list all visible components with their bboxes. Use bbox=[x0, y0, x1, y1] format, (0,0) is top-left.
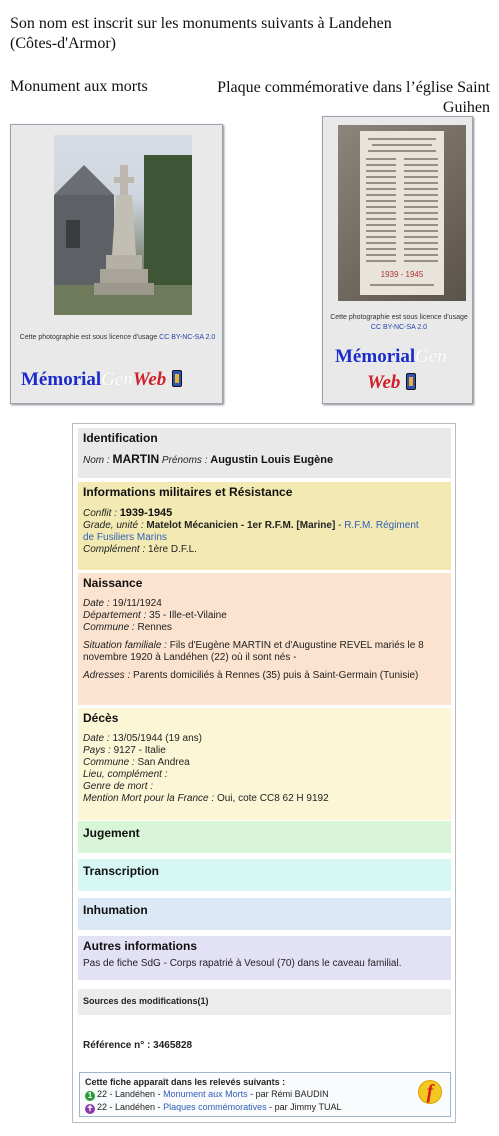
logo-memorial-text: Mémorial bbox=[335, 346, 416, 367]
deces-commune-label: Commune : bbox=[83, 757, 138, 768]
section-sources[interactable] bbox=[78, 989, 451, 1015]
section-naissance bbox=[78, 573, 451, 705]
lieu-label: Lieu, complément : bbox=[83, 769, 168, 780]
releves-heading: Cette fiche apparaît dans les relevés suivants : bbox=[85, 1077, 286, 1087]
pays-label: Pays : bbox=[83, 745, 114, 756]
logo-web-text: Web bbox=[367, 372, 401, 393]
license-text: Cette photographie est sous licence d'usage bbox=[19, 334, 160, 341]
prenoms-label: Prénoms : bbox=[159, 455, 211, 466]
grade-value: Matelot Mécanicien - 1er R.F.M. [Marine] bbox=[146, 520, 336, 531]
deces-heading: Décès bbox=[83, 711, 119, 725]
genre-label: Genre de mort : bbox=[83, 781, 154, 792]
situation-value: Fils d'Eugène MARTIN et d'Augustine REVEL mariés le 8 bbox=[169, 640, 424, 651]
section-autres-informations bbox=[78, 936, 451, 980]
number-badge-icon: 1 bbox=[85, 1091, 95, 1101]
section-militaire bbox=[78, 482, 451, 570]
naissance-commune-label: Commune : bbox=[83, 622, 138, 633]
releve-link-plaques[interactable]: Plaques commémoratives bbox=[163, 1102, 267, 1112]
unite-link[interactable]: R.F.M. Régiment bbox=[344, 520, 419, 531]
monument-license bbox=[13, 333, 222, 343]
plaque-years: 1939 - 1945 bbox=[380, 270, 424, 279]
naissance-commune: Rennes bbox=[137, 622, 172, 633]
adresses-value: Parents domiciliés à Rennes (35) puis à Saint-Germain (Tunisie) bbox=[133, 670, 419, 681]
adresses-label: Adresses : bbox=[83, 670, 134, 681]
reference-label: Référence n° : bbox=[83, 1040, 154, 1051]
logo-gen-text: Gen bbox=[415, 346, 447, 367]
sources-heading: Sources des modifications(1) bbox=[83, 996, 209, 1006]
militaire-heading: Informations militaires et Résistance bbox=[83, 485, 293, 499]
mention-value: Oui, cote CC8 62 H 9192 bbox=[216, 793, 329, 804]
transcription-heading: Transcription bbox=[83, 864, 160, 878]
memorialgenweb-logo[interactable] bbox=[21, 369, 182, 391]
inhumation-heading: Inhumation bbox=[83, 903, 148, 917]
logo-gen-text: Gen bbox=[101, 369, 133, 390]
naissance-heading: Naissance bbox=[83, 576, 143, 590]
nom-value: MARTIN bbox=[112, 452, 160, 466]
identification-heading: Identification bbox=[83, 431, 158, 445]
logo-memorial-text: Mémorial bbox=[21, 369, 102, 390]
pays-value: 9127 - Italie bbox=[113, 745, 166, 756]
naissance-date-label: Date : bbox=[83, 598, 113, 609]
jugement-heading: Jugement bbox=[83, 826, 140, 840]
departement-value: 35 - Ille-et-Vilaine bbox=[149, 610, 227, 621]
section-identification bbox=[78, 428, 451, 478]
cross-badge-icon: ✝ bbox=[86, 1104, 94, 1113]
monument-photo-card[interactable] bbox=[10, 124, 223, 404]
grade-separator: - bbox=[335, 520, 345, 531]
section-inhumation[interactable] bbox=[78, 898, 451, 930]
soldier-record bbox=[72, 423, 456, 1123]
autres-heading: Autres informations bbox=[83, 939, 198, 953]
releves-box bbox=[79, 1072, 451, 1117]
releve-item bbox=[85, 1101, 445, 1114]
releve-link-monument[interactable]: Monument aux Morts bbox=[163, 1089, 248, 1099]
releve-prefix: 22 - Landéhen - bbox=[97, 1102, 164, 1112]
nom-label: Nom : bbox=[83, 455, 113, 466]
license-link[interactable]: CC BY-NC-SA 2.0 bbox=[370, 324, 428, 331]
caption-monument: Monument aux morts bbox=[10, 78, 148, 95]
section-deces bbox=[78, 708, 451, 820]
grade-label: Grade, unité : bbox=[83, 520, 147, 531]
conflit-label: Conflit : bbox=[83, 508, 120, 519]
memorialgenweb-logo[interactable] bbox=[335, 346, 447, 368]
section-transcription[interactable] bbox=[78, 859, 451, 891]
plaque-photo[interactable] bbox=[338, 125, 466, 301]
mention-label: Mention Mort pour la France : bbox=[83, 793, 217, 804]
facebook-icon[interactable]: f bbox=[418, 1080, 442, 1104]
deces-date-label: Date : bbox=[83, 733, 113, 744]
phone-icon bbox=[172, 370, 182, 387]
monument-illustration bbox=[54, 135, 192, 315]
naissance-date: 19/11/1924 bbox=[112, 598, 162, 609]
plaque-photo-card[interactable] bbox=[322, 116, 473, 404]
unite-link-continued[interactable]: de Fusiliers Marins bbox=[83, 532, 167, 543]
intro-text: Son nom est inscrit sur les monuments suivants à Landehen (Côtes-d'Armor) bbox=[10, 15, 392, 52]
deces-commune: San Andrea bbox=[137, 757, 190, 768]
monument-photo[interactable] bbox=[54, 135, 192, 315]
deces-date: 13/05/1944 (19 ans) bbox=[112, 733, 202, 744]
releve-item bbox=[85, 1088, 445, 1101]
license-link[interactable]: CC BY-NC-SA 2.0 bbox=[159, 334, 216, 341]
prenoms-value: Augustin Louis Eugène bbox=[210, 454, 334, 466]
releve-author: - par Jimmy TUAL bbox=[266, 1102, 342, 1112]
releve-prefix: 22 - Landéhen - bbox=[97, 1089, 164, 1099]
section-jugement[interactable] bbox=[78, 821, 451, 853]
section-reference bbox=[78, 1036, 451, 1056]
plaque-illustration bbox=[338, 125, 466, 301]
situation-label: Situation familiale : bbox=[83, 640, 170, 651]
releve-author: - par Rémi BAUDIN bbox=[247, 1089, 329, 1099]
complement-label: Complément : bbox=[83, 544, 149, 555]
autres-text: Pas de fiche SdG - Corps rapatrié à Vesoul (70) dans le caveau familial. bbox=[83, 958, 402, 969]
complement-value: 1ère D.F.L. bbox=[148, 544, 197, 555]
reference-value: 3465828 bbox=[153, 1040, 193, 1051]
departement-label: Département : bbox=[83, 610, 150, 621]
license-text: Cette photographie est sous licence d'usage bbox=[330, 314, 468, 321]
situation-value-continued: novembre 1920 à Landéhen (22) où il sont nés - bbox=[83, 652, 297, 663]
caption-plaque: Plaque commémorative dans l’église Saint Guihen bbox=[217, 79, 490, 116]
conflit-value: 1939-1945 bbox=[119, 507, 173, 519]
plaque-license bbox=[329, 313, 469, 333]
memorialgenweb-logo-web[interactable] bbox=[367, 372, 416, 394]
phone-icon bbox=[406, 373, 416, 390]
logo-web-text: Web bbox=[132, 369, 167, 390]
